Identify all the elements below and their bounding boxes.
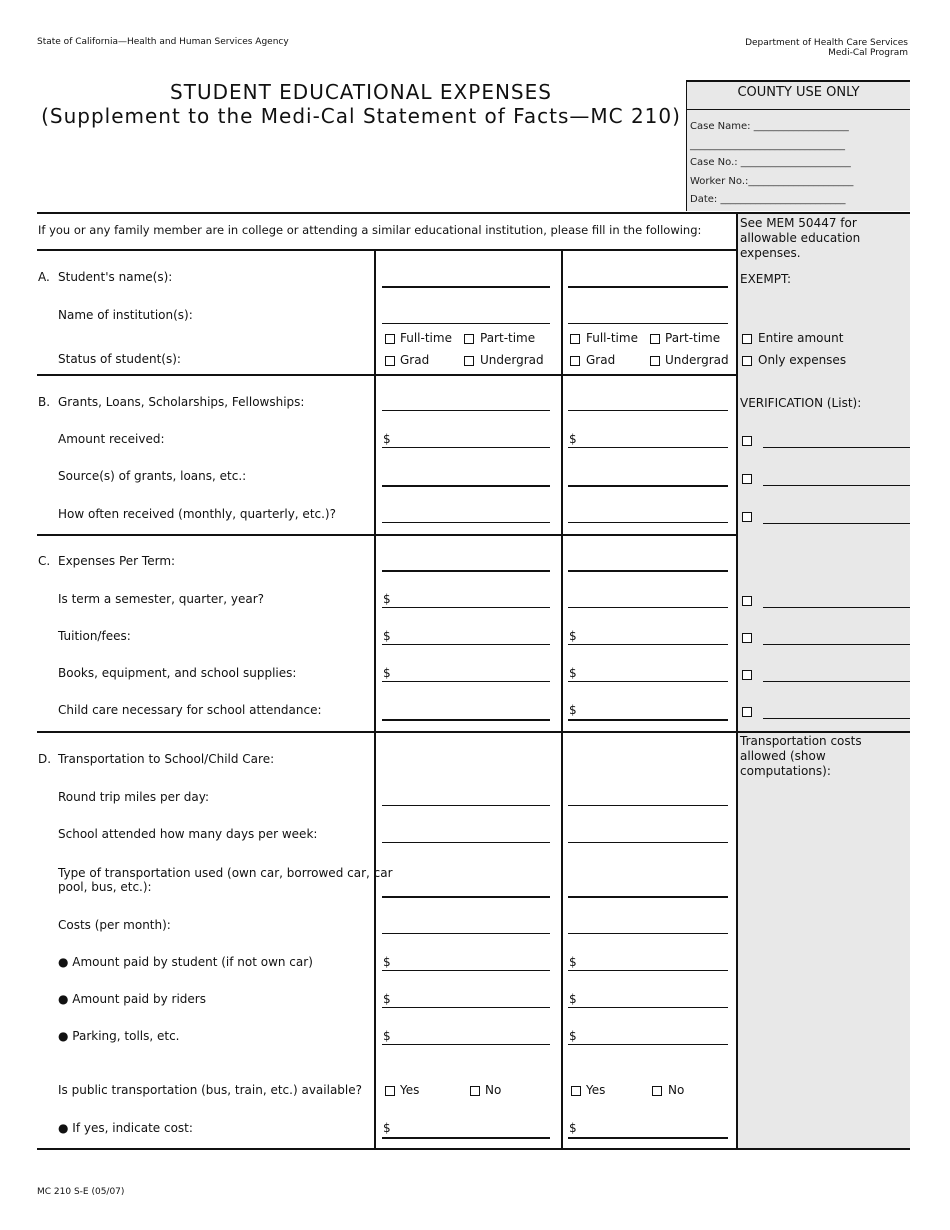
sources-field-1[interactable] <box>382 485 550 487</box>
if-yes-cost-field-1[interactable] <box>382 1137 550 1139</box>
only-expenses-label: Only expenses <box>758 353 847 367</box>
part-time-checkbox-1[interactable] <box>464 334 474 344</box>
verification-line[interactable] <box>763 485 910 486</box>
miles-field-1[interactable] <box>382 805 550 806</box>
costs-field-1[interactable] <box>382 933 550 934</box>
transport-note: Transportation costs allowed (show computations): <box>740 734 862 778</box>
expenses-label: Expenses Per Term: <box>58 554 176 568</box>
verification-checkbox[interactable] <box>742 633 752 643</box>
yes-label: Yes <box>586 1083 606 1097</box>
part-time-label: Part-time <box>665 331 721 345</box>
paid-riders-field-1[interactable] <box>382 1007 550 1008</box>
grants-label: Grants, Loans, Scholarships, Fellowships: <box>58 395 305 409</box>
verification-checkbox[interactable] <box>742 512 752 522</box>
section-c-letter: C. <box>38 554 51 568</box>
yes-label: Yes <box>400 1083 420 1097</box>
public-transport-label: Is public transportation (bus, train, etc.) available? <box>58 1083 363 1097</box>
verification-checkbox[interactable] <box>742 670 752 680</box>
tuition-field-1[interactable] <box>382 644 550 645</box>
department-line1: Department of Health Care Services <box>745 38 908 48</box>
parking-field-1[interactable] <box>382 1044 550 1045</box>
case-no-field[interactable]: Case No.: ______________________ <box>690 157 851 168</box>
dollar-sign: $ <box>383 666 391 680</box>
no-label: No <box>485 1083 502 1097</box>
section-d-letter: D. <box>38 752 52 766</box>
verification-line[interactable] <box>763 607 910 608</box>
case-name-field-cont[interactable]: _______________________________ <box>690 140 845 151</box>
books-field-1[interactable] <box>382 681 550 682</box>
entire-amount-checkbox[interactable] <box>742 334 752 344</box>
undergrad-label: Undergrad <box>665 353 729 367</box>
transport-type-field-2[interactable] <box>568 896 728 898</box>
books-field-2[interactable] <box>568 681 728 682</box>
grad-label: Grad <box>400 353 430 367</box>
dollar-sign: $ <box>569 992 577 1006</box>
part-time-checkbox-2[interactable] <box>650 334 660 344</box>
dollar-sign: $ <box>569 955 577 969</box>
public-yes-checkbox-2[interactable] <box>571 1086 581 1096</box>
entire-amount-label: Entire amount <box>758 331 844 345</box>
undergrad-label: Undergrad <box>480 353 544 367</box>
agency-label: State of California—Health and Human Services Agency <box>37 37 289 47</box>
paid-riders-label: ● Amount paid by riders <box>58 992 206 1006</box>
sources-label: Source(s) of grants, loans, etc.: <box>58 469 247 483</box>
title-line2: (Supplement to the Medi-Cal Statement of Facts—MC 210) <box>41 104 681 128</box>
exempt-label: EXEMPT: <box>740 272 792 286</box>
paid-riders-field-2[interactable] <box>568 1007 728 1008</box>
transport-type-label: Type of transportation used (own car, borrowed car, car <box>58 866 393 880</box>
mem-note: See MEM 50447 for allowable education expenses. <box>740 216 861 260</box>
full-time-label: Full-time <box>586 331 638 345</box>
term-label: Is term a semester, quarter, year? <box>58 592 264 606</box>
term-field-2[interactable] <box>568 607 728 608</box>
miles-field-2[interactable] <box>568 805 728 806</box>
if-yes-cost-label: ● If yes, indicate cost: <box>58 1121 193 1135</box>
paid-student-field-2[interactable] <box>568 970 728 971</box>
amount-received-field-2[interactable] <box>568 447 728 448</box>
public-no-checkbox-2[interactable] <box>652 1086 662 1096</box>
grants-field-1[interactable] <box>382 410 550 411</box>
paid-student-field-1[interactable] <box>382 970 550 971</box>
parking-label: ● Parking, tolls, etc. <box>58 1029 180 1043</box>
how-often-field-2[interactable] <box>568 522 728 523</box>
if-yes-cost-field-2[interactable] <box>568 1137 728 1139</box>
no-label: No <box>668 1083 685 1097</box>
child-care-field-2[interactable] <box>568 719 728 721</box>
verification-checkbox[interactable] <box>742 474 752 484</box>
expenses-field-1[interactable] <box>382 570 550 572</box>
section-a-letter: A. <box>38 270 50 284</box>
county-use-heading: COUNTY USE ONLY <box>737 85 860 100</box>
grad-checkbox-1[interactable] <box>385 356 395 366</box>
grad-label: Grad <box>586 353 616 367</box>
dollar-sign: $ <box>569 666 577 680</box>
verification-line[interactable] <box>763 644 910 645</box>
institution-field-2[interactable] <box>568 323 728 324</box>
page-title <box>37 80 685 128</box>
full-time-checkbox-2[interactable] <box>570 334 580 344</box>
dollar-sign: $ <box>383 629 391 643</box>
child-care-label: Child care necessary for school attendance: <box>58 703 322 717</box>
section-b-letter: B. <box>38 395 51 409</box>
institution-label: Name of institution(s): <box>58 308 193 322</box>
dollar-sign: $ <box>383 955 391 969</box>
status-label: Status of student(s): <box>58 352 181 366</box>
worker-no-field[interactable]: Worker No.:_____________________ <box>690 176 854 187</box>
institution-field-1[interactable] <box>382 323 550 324</box>
how-often-field-1[interactable] <box>382 522 550 523</box>
dollar-sign: $ <box>569 703 577 717</box>
title-line1: STUDENT EDUCATIONAL EXPENSES <box>170 80 552 104</box>
dollar-sign: $ <box>383 432 391 446</box>
term-field-1[interactable] <box>382 607 550 608</box>
part-time-label: Part-time <box>480 331 536 345</box>
full-time-checkbox-1[interactable] <box>385 334 395 344</box>
dollar-sign: $ <box>383 1121 391 1135</box>
date-field[interactable]: Date: _________________________ <box>690 194 846 205</box>
students-name-label: Student's name(s): <box>58 270 173 284</box>
case-name-field[interactable]: Case Name: ___________________ <box>690 121 849 132</box>
costs-field-2[interactable] <box>568 933 728 934</box>
verification-label: VERIFICATION (List): <box>740 396 862 410</box>
tuition-field-2[interactable] <box>568 644 728 645</box>
verification-line[interactable] <box>763 718 910 719</box>
public-no-checkbox-1[interactable] <box>470 1086 480 1096</box>
full-time-label: Full-time <box>400 331 452 345</box>
form-number: MC 210 S-E (05/07) <box>37 1187 125 1197</box>
parking-field-2[interactable] <box>568 1044 728 1045</box>
dollar-sign: $ <box>383 992 391 1006</box>
verification-line[interactable] <box>763 681 910 682</box>
grad-checkbox-2[interactable] <box>570 356 580 366</box>
student-name-field-1[interactable] <box>382 286 550 288</box>
department-line2: Medi-Cal Program <box>828 48 908 58</box>
costs-label: Costs (per month): <box>58 918 171 932</box>
intro-text: If you or any family member are in college or attending a similar educational institution, please fill in the following: <box>38 223 702 237</box>
grants-field-2[interactable] <box>568 410 728 411</box>
expenses-field-2[interactable] <box>568 570 728 572</box>
miles-label: Round trip miles per day: <box>58 790 209 804</box>
only-expenses-checkbox[interactable] <box>742 356 752 366</box>
undergrad-checkbox-1[interactable] <box>464 356 474 366</box>
department-label <box>745 38 908 58</box>
books-label: Books, equipment, and school supplies: <box>58 666 297 680</box>
dollar-sign: $ <box>383 592 391 606</box>
tuition-label: Tuition/fees: <box>58 629 131 643</box>
undergrad-checkbox-2[interactable] <box>650 356 660 366</box>
verification-checkbox[interactable] <box>742 436 752 446</box>
dollar-sign: $ <box>569 629 577 643</box>
amount-received-label: Amount received: <box>58 432 165 446</box>
days-field-2[interactable] <box>568 842 728 843</box>
dollar-sign: $ <box>383 1029 391 1043</box>
dollar-sign: $ <box>569 1121 577 1135</box>
verification-checkbox[interactable] <box>742 707 752 717</box>
verification-line[interactable] <box>763 523 910 524</box>
days-label: School attended how many days per week: <box>58 827 318 841</box>
days-field-1[interactable] <box>382 842 550 843</box>
verification-line[interactable] <box>763 447 910 448</box>
transport-type-label-cont: pool, bus, etc.): <box>58 880 152 894</box>
public-yes-checkbox-1[interactable] <box>385 1086 395 1096</box>
amount-received-field-1[interactable] <box>382 447 550 448</box>
transport-label: Transportation to School/Child Care: <box>58 752 275 766</box>
sources-field-2[interactable] <box>568 485 728 487</box>
transport-type-field-1[interactable] <box>382 896 550 898</box>
child-care-field-1[interactable] <box>382 719 550 721</box>
how-often-label: How often received (monthly, quarterly, etc.)? <box>58 507 336 521</box>
verification-checkbox[interactable] <box>742 596 752 606</box>
dollar-sign: $ <box>569 432 577 446</box>
dollar-sign: $ <box>569 1029 577 1043</box>
student-name-field-2[interactable] <box>568 286 728 288</box>
paid-student-label: ● Amount paid by student (if not own car) <box>58 955 313 969</box>
